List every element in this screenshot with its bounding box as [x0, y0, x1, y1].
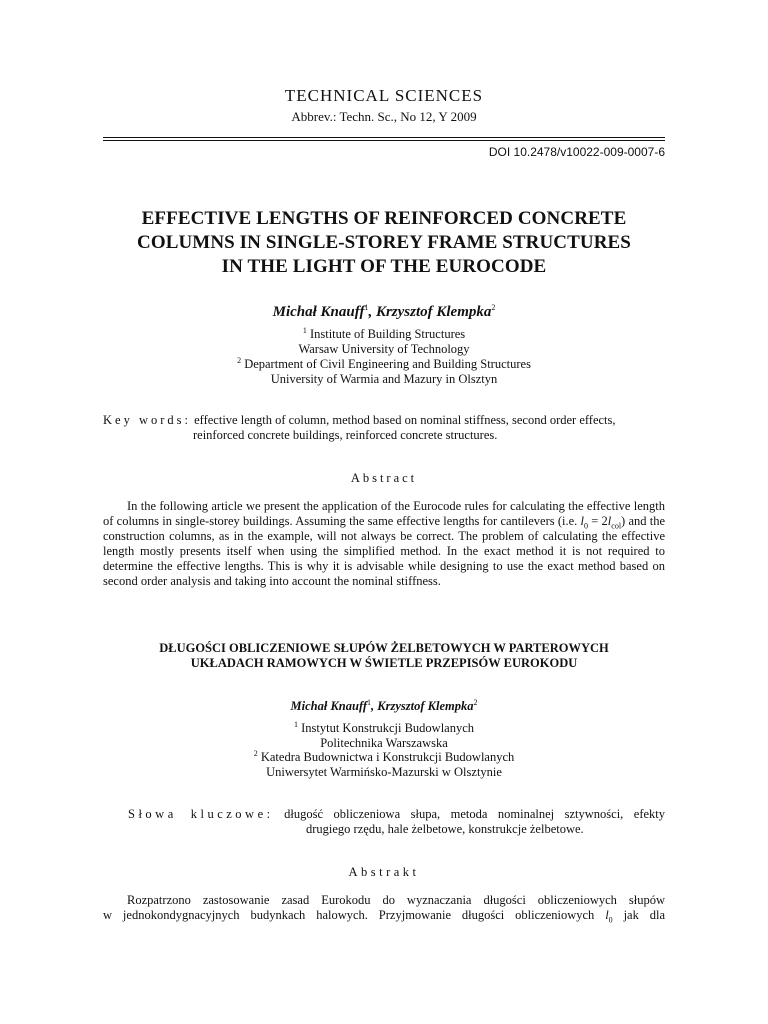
- author-name: Michał Knauff: [290, 699, 368, 713]
- polish-abstract-heading: Abstrakt: [348, 865, 420, 879]
- affiliation-marker: 1: [302, 325, 307, 335]
- affiliation-marker: 2: [473, 697, 478, 707]
- affiliation-2-line-2: University of Warmia and Mazury in Olsztyn: [270, 372, 498, 386]
- affiliation-marker: 2: [237, 355, 242, 365]
- affiliations: [0, 327, 768, 387]
- title-line-1: EFFECTIVE LENGTHS OF REINFORCED CONCRETE: [141, 208, 627, 229]
- author-separator: ,: [368, 304, 376, 320]
- polish-title: [103, 641, 665, 671]
- keywords-line-1: [103, 413, 665, 428]
- polish-title-line-2: UKŁADACH RAMOWYCH W ŚWIETLE PRZEPISÓW EUROKODU: [190, 656, 578, 670]
- polish-keywords-label: Słowa kluczowe:: [128, 807, 274, 821]
- polish-affiliation-2-line-2: Uniwersytet Warmińsko-Mazurski w Olsztynie: [266, 764, 502, 779]
- affiliation-marker: 1: [293, 719, 298, 729]
- polish-affiliations: [0, 721, 768, 779]
- abstract-heading: Abstract: [350, 471, 418, 485]
- author-list: [0, 304, 768, 321]
- keywords-label: Key words:: [103, 413, 191, 427]
- header-rule-top: [103, 137, 665, 138]
- journal-abbreviation: Abbrev.: Techn. Sc., No 12, Y 2009: [291, 109, 477, 124]
- doi: DOI 10.2478/v10022-009-0007-6: [488, 145, 665, 159]
- symbol: l: [605, 908, 609, 922]
- polish-abstract-line-1: Rozpatrzono zastosowanie zasad Eurokodu do wyznaczania długości obliczeniowych słupów: [127, 893, 665, 907]
- polish-affiliation-1-line-1: [0, 721, 768, 736]
- polish-keywords-line-1: [128, 807, 665, 822]
- affiliation-marker: 1: [367, 697, 372, 707]
- affiliation-text: Katedra Budownictwa i Konstrukcji Budowlanych: [260, 750, 515, 764]
- affiliation-1-line-1: [0, 327, 768, 342]
- polish-affiliation-2-line-1: [0, 750, 768, 765]
- affiliation-text: Department of Civil Engineering and Building Structures: [244, 357, 531, 371]
- polish-keywords-text: długość obliczeniowa słupa, metoda nominalnej sztywności, efekty: [284, 807, 666, 821]
- affiliation-2-line-1: [0, 357, 768, 372]
- affiliation-1-line-2: Warsaw University of Technology: [298, 342, 470, 356]
- symbol: l: [607, 514, 612, 528]
- affiliation-text: Institute of Building Structures: [309, 327, 466, 341]
- abstract-text: In the following article we present the application of the Eurocode rules for calculating the effective length of columns in single-storey buildings. Assuming the same effective lengths for cantilevers (i.e.: [103, 499, 665, 528]
- author-name: Michał Knauff: [272, 304, 365, 320]
- polish-title-line-1: DŁUGOŚCI OBLICZENIOWE SŁUPÓW ŻELBETOWYCH W PARTEROWYCH: [159, 641, 609, 655]
- subscript: 0: [608, 915, 613, 925]
- polish-abstract-body: [103, 893, 665, 923]
- author-name: Krzysztof Klempka: [375, 304, 492, 320]
- polish-keywords-line-2: drugiego rzędu, hale żelbetowe, konstrukcje żelbetowe.: [306, 822, 584, 836]
- author-separator: ,: [371, 699, 378, 713]
- polish-abstract-text: jak dla: [612, 908, 665, 922]
- polish-author-list: [0, 699, 768, 714]
- title-line-3: IN THE LIGHT OF THE EUROCODE: [221, 256, 547, 277]
- header-rule-bottom: [103, 140, 665, 141]
- abstract-body: [103, 499, 665, 589]
- polish-keywords: [128, 807, 665, 837]
- polish-abstract-text: w jednokondygnacyjnych budynkach halowych. Przyjmowanie długości obliczeniowych: [103, 908, 606, 922]
- subscript: 0: [584, 521, 588, 531]
- abstract-text: ) and the construction columns, as in the example, will not always be correct. The problem of calculating the effective length mostly presents itself when using the simplified method. In the exact method it is not required to determine the effective lengths. This is why it is advisable while designing to use the exact method based on second order analysis and taking into account the nominal stiffness.: [103, 514, 666, 588]
- subscript: col: [611, 521, 622, 531]
- keywords-text: effective length of column, method based on nominal stiffness, second order effects,: [194, 413, 616, 427]
- polish-affiliation-1-line-2: Politechnika Warszawska: [320, 735, 448, 750]
- paper-title: [90, 207, 678, 279]
- abstract-text: = 2: [588, 514, 608, 528]
- abstract-paragraph: [103, 499, 665, 589]
- affiliation-marker: 2: [253, 748, 258, 758]
- title-line-2: COLUMNS IN SINGLE-STOREY FRAME STRUCTURES: [137, 232, 631, 253]
- affiliation-text: Instytut Konstrukcji Budowlanych: [301, 721, 475, 735]
- journal-name: TECHNICAL SCIENCES: [284, 86, 484, 105]
- author-name: Krzysztof Klempka: [377, 699, 474, 713]
- affiliation-marker: 2: [491, 303, 496, 312]
- keywords-line-2: reinforced concrete buildings, reinforced concrete structures.: [193, 428, 498, 442]
- affiliation-marker: 1: [364, 303, 369, 312]
- keywords: [103, 413, 665, 443]
- polish-abstract-line-2: [103, 908, 665, 923]
- symbol: l: [580, 514, 584, 528]
